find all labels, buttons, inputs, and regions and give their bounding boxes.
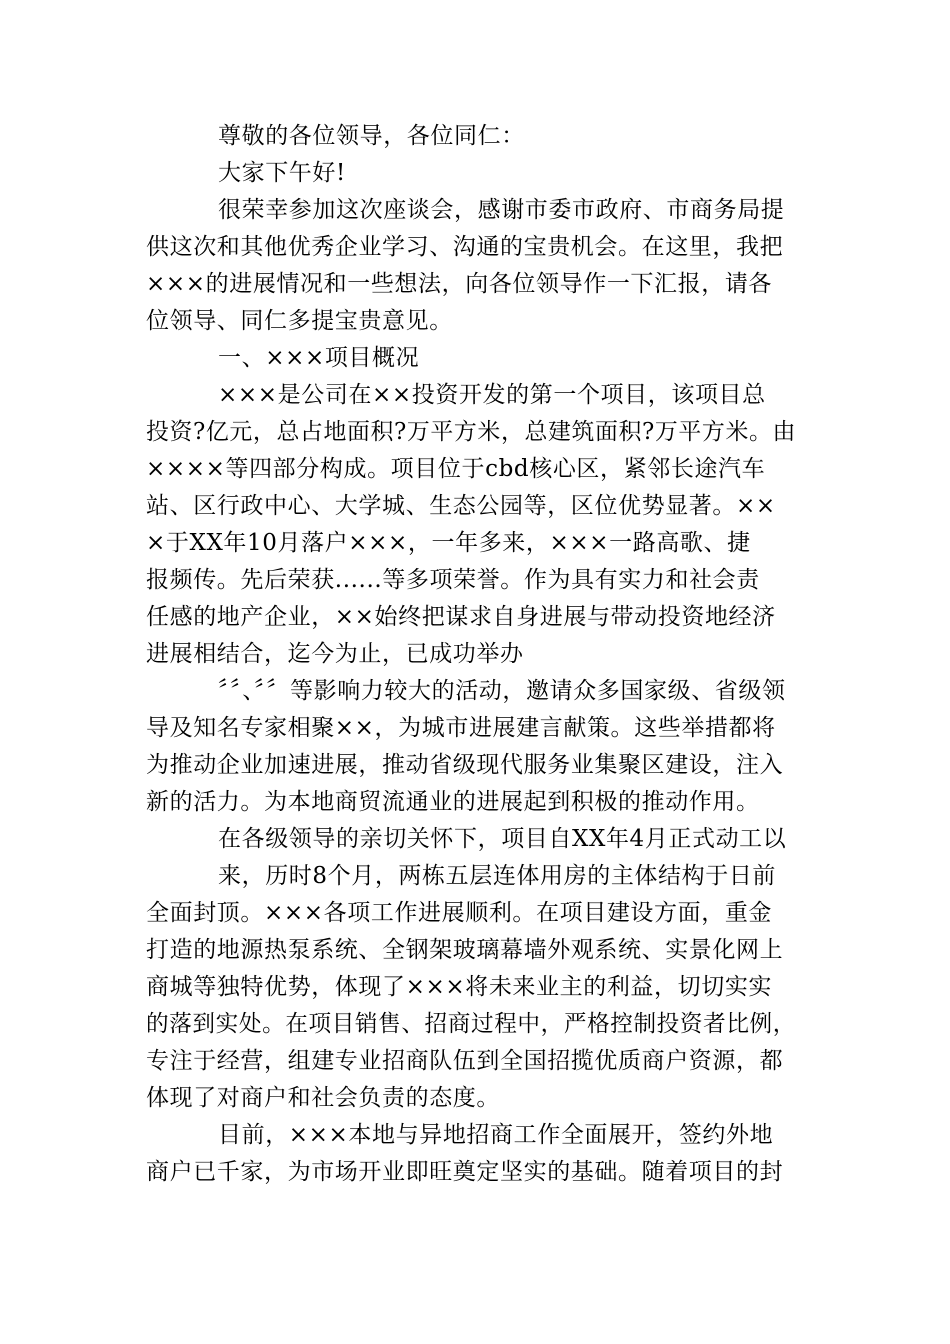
text-line: 站、区行政中心、大学城、生态公园等，区位优势显著。××	[146, 493, 776, 519]
text-line: 目前，×××本地与异地招商工作全面展开，签约外地	[218, 1122, 774, 1148]
text-line: 导及知名专家相聚××，为城市进展建言献策。这些举措都将	[146, 715, 776, 741]
text-line: 很荣幸参加这次座谈会，感谢市委市政府、市商务局提	[218, 197, 785, 223]
salutation: 尊敬的各位领导，各位同仁：	[218, 123, 525, 149]
text-line: 为推动企业加速进展，推动省级现代服务业集聚区建设，注入	[146, 752, 784, 778]
text-line: 报频传。先后荣获......等多项荣誉。作为具有实力和社会责	[146, 567, 760, 593]
greeting: 大家下午好!	[218, 160, 346, 186]
section-heading: 一、×××项目概况	[218, 345, 420, 371]
text-line: 全面封顶。×××各项工作进展顺利。在项目建设方面，重金	[146, 900, 773, 926]
text-line: ×××是公司在××投资开发的第一个项目，该项目总	[218, 382, 766, 408]
text-line: 新的活力。为本地商贸流通业的进展起到积极的推动作用。	[146, 789, 760, 815]
text-line: 在各级领导的亲切关怀下，项目自XX年4月正式动工以	[218, 826, 787, 852]
text-line: 的落到实处。在项目销售、招商过程中，严格控制投资者比例，	[146, 1011, 796, 1037]
text-line: 打造的地源热泵系统、全钢架玻璃幕墙外观系统、实景化网上	[146, 937, 784, 963]
text-line: 体现了对商户和社会负责的态度。	[146, 1085, 500, 1111]
text-line: ×于XX年10月落户×××，一年多来，×××一路高歌、捷	[146, 530, 751, 556]
text-line: 来，历时8个月，两栋五层连体用房的主体结构于日前	[218, 863, 777, 889]
text-line: 进展相结合，迄今为止，已成功举办	[146, 641, 524, 667]
text-line: 专注于经营，组建专业招商队伍到全国招揽优质商户资源，都	[146, 1048, 784, 1074]
text-line: ××××等四部分构成。项目位于cbd核心区，紧邻长途汽车	[146, 456, 766, 482]
text-line: ×××的进展情况和一些想法，向各位领导作一下汇报，请各	[146, 271, 773, 297]
text-line: 商城等独特优势，体现了×××将未来业主的利益，切切实实	[146, 974, 773, 1000]
text-line: 任感的地产企业，××始终把谋求自身进展与带动投资地经济	[146, 604, 776, 630]
text-line: 商户已千家，为市场开业即旺奠定坚实的基础。随着项目的封	[146, 1159, 784, 1185]
text-line: 供这次和其他优秀企业学习、沟通的宝贵机会。在这里，我把	[146, 234, 784, 260]
text-line: 投资?亿元，总占地面积?万平方米，总建筑面积?万平方米。由	[146, 419, 796, 445]
text-line: 位领导、同仁多提宝贵意见。	[146, 308, 453, 334]
document-body	[146, 118, 796, 1191]
text-line: 〞〞、〞〞等影响力较大的活动，邀请众多国家级、省级领	[218, 678, 786, 704]
